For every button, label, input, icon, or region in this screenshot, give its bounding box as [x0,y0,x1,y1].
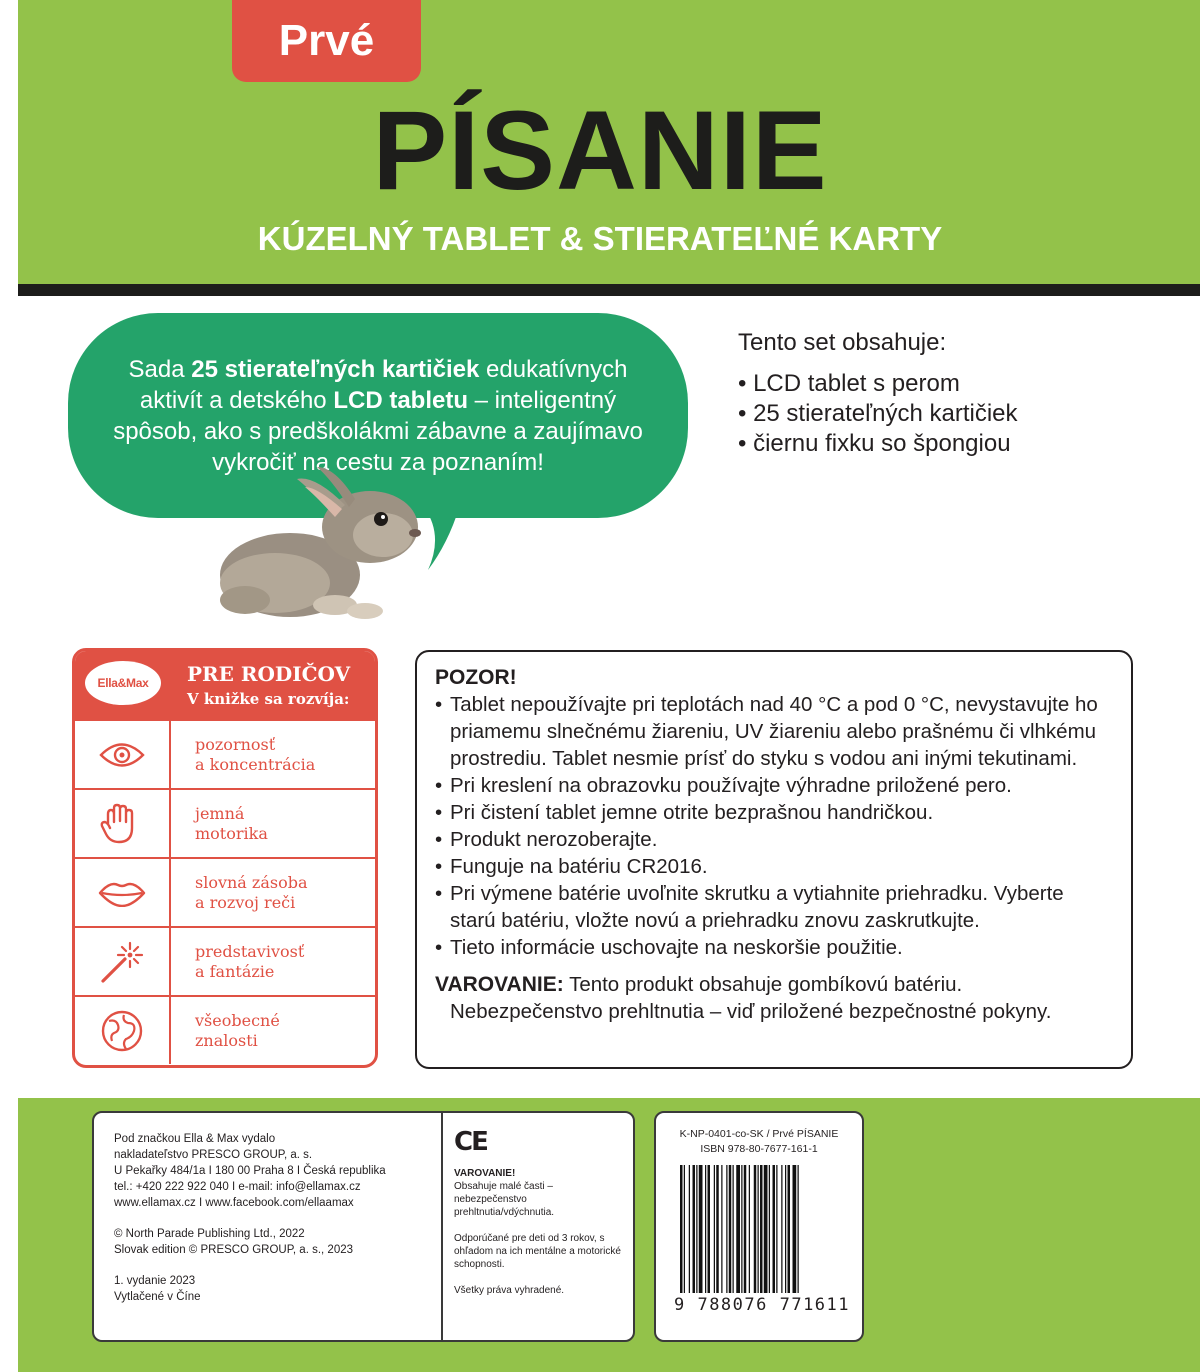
warning-item: • Pri výmene batérie uvoľnite skrutku a vytiahnite priehradku. Vyberte starú batériu, vložte novú a priehradku znovu zaskrutkujte. [435,880,1113,934]
parents-panel-subtitle: V knižke sa rozvíja: [187,690,350,708]
publisher-line: Pod značkou Ella & Max vydalo [114,1133,276,1145]
globe-icon [75,997,171,1064]
isbn-line: ISBN 978-80-7677-161-1 [700,1143,818,1155]
series-badge: Prvé [232,0,421,82]
printed-in-line: Vytlačené v Číne [114,1291,201,1303]
publisher-web: www.ellamax.cz I www.facebook.com/ellaamax [114,1197,354,1209]
intro-text-part: – inteligentný spôsob, ako s predškolákmi zábavne a zaujímavo vykročiť na cestu za poznaním! [113,386,643,476]
barcode-icon [680,1165,842,1293]
publisher-info [114,1131,434,1305]
header-divider [18,284,1200,296]
barcode-bar [684,1165,685,1293]
skill-label: pozornosť [195,734,276,754]
parents-skills-panel [72,648,378,1068]
publisher-address: U Pekařky 484/1a I 180 00 Praha 8 I Česká republika [114,1165,386,1177]
intro-text-part: Sada [128,355,192,383]
barcode-bar [760,1165,763,1293]
barcode-bar [721,1165,722,1293]
intro-text-highlight: LCD tabletu [333,386,468,414]
warning-item: • Tablet nepoužívajte pri teplotách nad 40 °C a pod 0 °C, nevystavujte ho priamemu slnečnému žiareniu, UV žiareniu alebo prašnému či vlhkému prostrediu. Tablet nesmie prísť do styku s vodou ani inými tekutinami. [435,691,1113,772]
imprint-box [92,1111,635,1342]
lips-icon [75,859,171,926]
barcode-bar [708,1165,711,1293]
skill-row [75,719,375,788]
barcode-bar [705,1165,706,1293]
skill-row [75,995,375,1064]
skill-row [75,857,375,926]
barcode-bar [793,1165,797,1293]
rabbit-photo [205,465,435,625]
barcode-bar [693,1165,696,1293]
safety-title: VAROVANIE! [454,1168,516,1179]
set-contents [738,328,1018,459]
barcode-bar [744,1165,747,1293]
product-code [656,1127,862,1157]
ce-mark-icon: CE [454,1127,487,1157]
rights-reserved: Všetky práva vyhradené. [454,1285,565,1296]
hand-icon [75,790,171,857]
barcode-bar [733,1165,734,1293]
barcode-bar [769,1165,770,1293]
barcode-bar [776,1165,777,1293]
ellamax-logo: Ella&Max [85,661,161,705]
barcode-bar [680,1165,683,1293]
skill-row [75,926,375,995]
set-contents-item: • 25 stierateľných kartičiek [738,400,1018,427]
magic-wand-icon [75,928,171,995]
imprint-divider [441,1113,443,1340]
product-code-line: K-NP-0401-co-SK / Prvé PÍSANIE [679,1128,839,1140]
barcode-bar [781,1165,782,1293]
warning-item: • Produkt nerozoberajte. [435,826,1113,853]
warning-item: • Tieto informácie uschovajte na neskoršie použitie. [435,934,1113,961]
publisher-contact: tel.: +420 222 922 040 I e-mail: info@ellamax.cz [114,1181,361,1193]
skill-label: jemná [195,803,245,823]
barcode-bar [696,1165,697,1293]
skill-row [75,788,375,857]
warning-item: • Pri kreslení na obrazovku používajte výhradne priložené pero. [435,772,1113,799]
copyright-line: © North Parade Publishing Ltd., 2022 [114,1228,305,1240]
barcode-bar [726,1165,727,1293]
safety-warning-box [415,650,1133,1069]
barcode-bar [736,1165,740,1293]
copyright-line: Slovak edition © PRESCO GROUP, a. s., 2023 [114,1244,354,1256]
publisher-line: nakladateľstvo PRESCO GROUP, a. s. [114,1149,313,1161]
barcode-bar [729,1165,732,1293]
barcode-bar [785,1165,786,1293]
skill-label: slovná zásoba [195,872,308,892]
barcode-bar [714,1165,715,1293]
battery-warning-text: Nebezpečenstvo prehltnutia – viď priložené bezpečnostné pokyny. [450,1000,1052,1023]
set-contents-heading: Tento set obsahuje: [738,329,947,356]
set-contents-item: • čiernu fixku so špongiou [738,430,1011,457]
intro-text-part: edukatívnych aktivít a detského [139,355,628,414]
warning-item: • Funguje na batériu CR2016. [435,853,1113,880]
warning-title: POZOR! [435,666,517,689]
edition-line: 1. vydanie 2023 [114,1275,196,1287]
barcode-bar [758,1165,759,1293]
skill-label: a koncentrácia [195,754,316,774]
barcode-bar [788,1165,791,1293]
skill-label: znalosti [195,1030,258,1050]
warning-list [435,691,1113,961]
skill-label: a rozvoj reči [195,892,296,912]
page-title: PÍSANIE [372,88,828,213]
barcode-box [654,1111,864,1342]
skill-label: a fantázie [195,961,275,981]
battery-warning-label: VAROVANIE: [435,973,564,996]
barcode-bar [689,1165,690,1293]
intro-text [102,354,654,478]
battery-warning-text: Tento produkt obsahuje gombíkovú batériu. [569,973,963,996]
age-recommendation: Odporúčané pre deti od 3 rokov, s ohľadom na ich mentálne a motorické schopnosti. [454,1233,621,1270]
parents-panel-title: PRE RODIČOV [187,662,351,686]
barcode-bar [716,1165,719,1293]
barcode-bar [764,1165,768,1293]
page-subtitle: KÚZELNÝ TABLET & STIERATEĽNÉ KARTY [257,220,943,257]
battery-warning [435,971,1113,1025]
barcode-bar [741,1165,742,1293]
safety-text: Obsahuje malé časti – nebezpečenstvo prehltnutia/vdýchnutia. [454,1181,555,1218]
barcode-bar [798,1165,799,1293]
intro-text-highlight: 25 stierateľných kartičiek [191,355,480,383]
age-safety-info [454,1127,626,1297]
parents-panel-header [75,651,375,719]
barcode-bar [773,1165,776,1293]
skill-label: motorika [195,823,268,843]
barcode-bar [754,1165,757,1293]
skill-label: všeobecné [195,1010,280,1030]
set-contents-item: • LCD tablet s perom [738,370,960,397]
barcode-bar [749,1165,750,1293]
skill-label: predstavivosť [195,941,305,961]
barcode-digits: 9 788076 771611 [673,1295,851,1315]
eye-icon [75,721,171,788]
warning-item: • Pri čistení tablet jemne otrite bezprašnou handričkou. [435,799,1113,826]
barcode-bar [699,1165,703,1293]
